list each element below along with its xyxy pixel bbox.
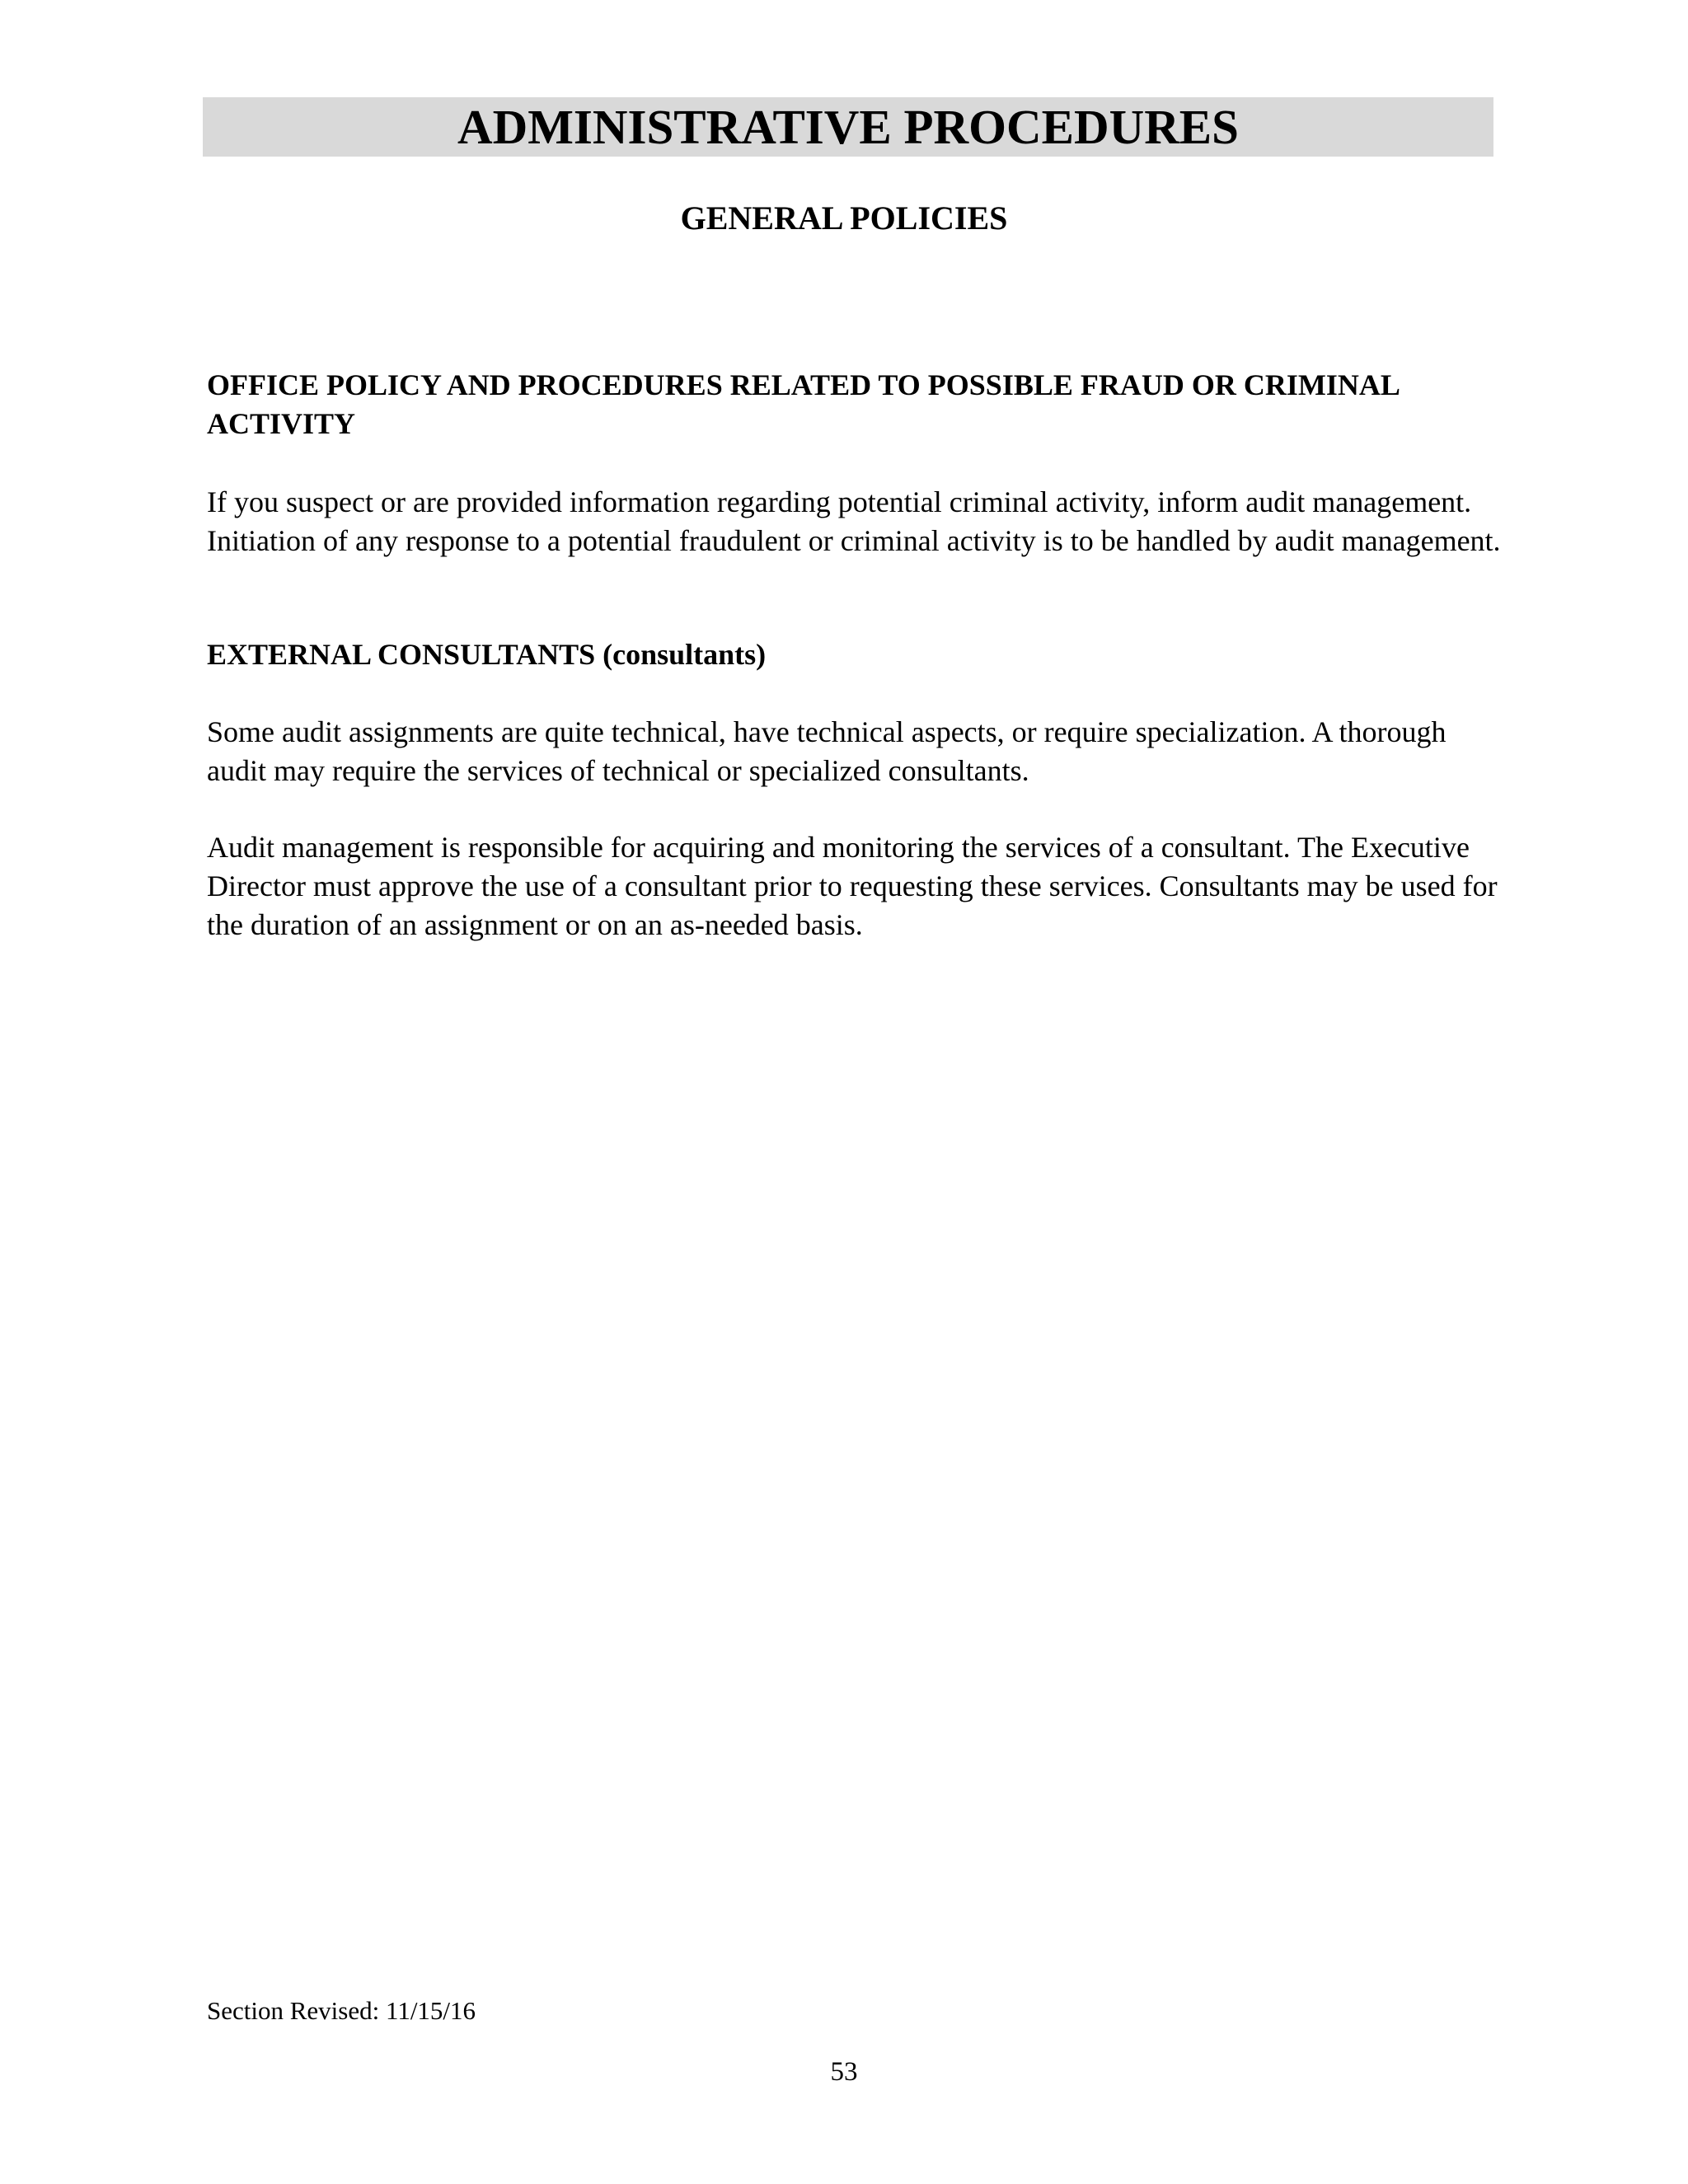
page-number: 53 [830, 2057, 858, 2087]
page-subtitle: GENERAL POLICIES [680, 199, 1008, 237]
title-band [203, 97, 1493, 157]
section-heading-consultants: EXTERNAL CONSULTANTS (consultants) [207, 638, 767, 671]
page-title: ADMINISTRATIVE PROCEDURES [457, 100, 1239, 154]
document-body [207, 366, 1509, 944]
revision-date: Section Revised: 11/15/16 [207, 1996, 476, 2025]
section-paragraph-consultants-2: Audit management is responsible for acquiring and monitoring the services of a consultant. The Executive Director must approve the use of a consultant prior to requesting these services. Consultants may be used for the duration of an assignment or on an as-needed basis. [207, 831, 1498, 941]
section-heading-fraud: OFFICE POLICY AND PROCEDURES RELATED TO POSSIBLE FRAUD OR CRIMINAL ACTIVITY [207, 368, 1399, 440]
section-paragraph-fraud: If you suspect or are provided information regarding potential criminal activity, inform audit management. Initiation of any response to a potential fraudulent or criminal activity is to be handled by audit management. [207, 485, 1501, 557]
section-paragraph-consultants-1: Some audit assignments are quite technical, have technical aspects, or require specialization. A thorough audit may require the services of technical or specialized consultants. [207, 715, 1447, 787]
